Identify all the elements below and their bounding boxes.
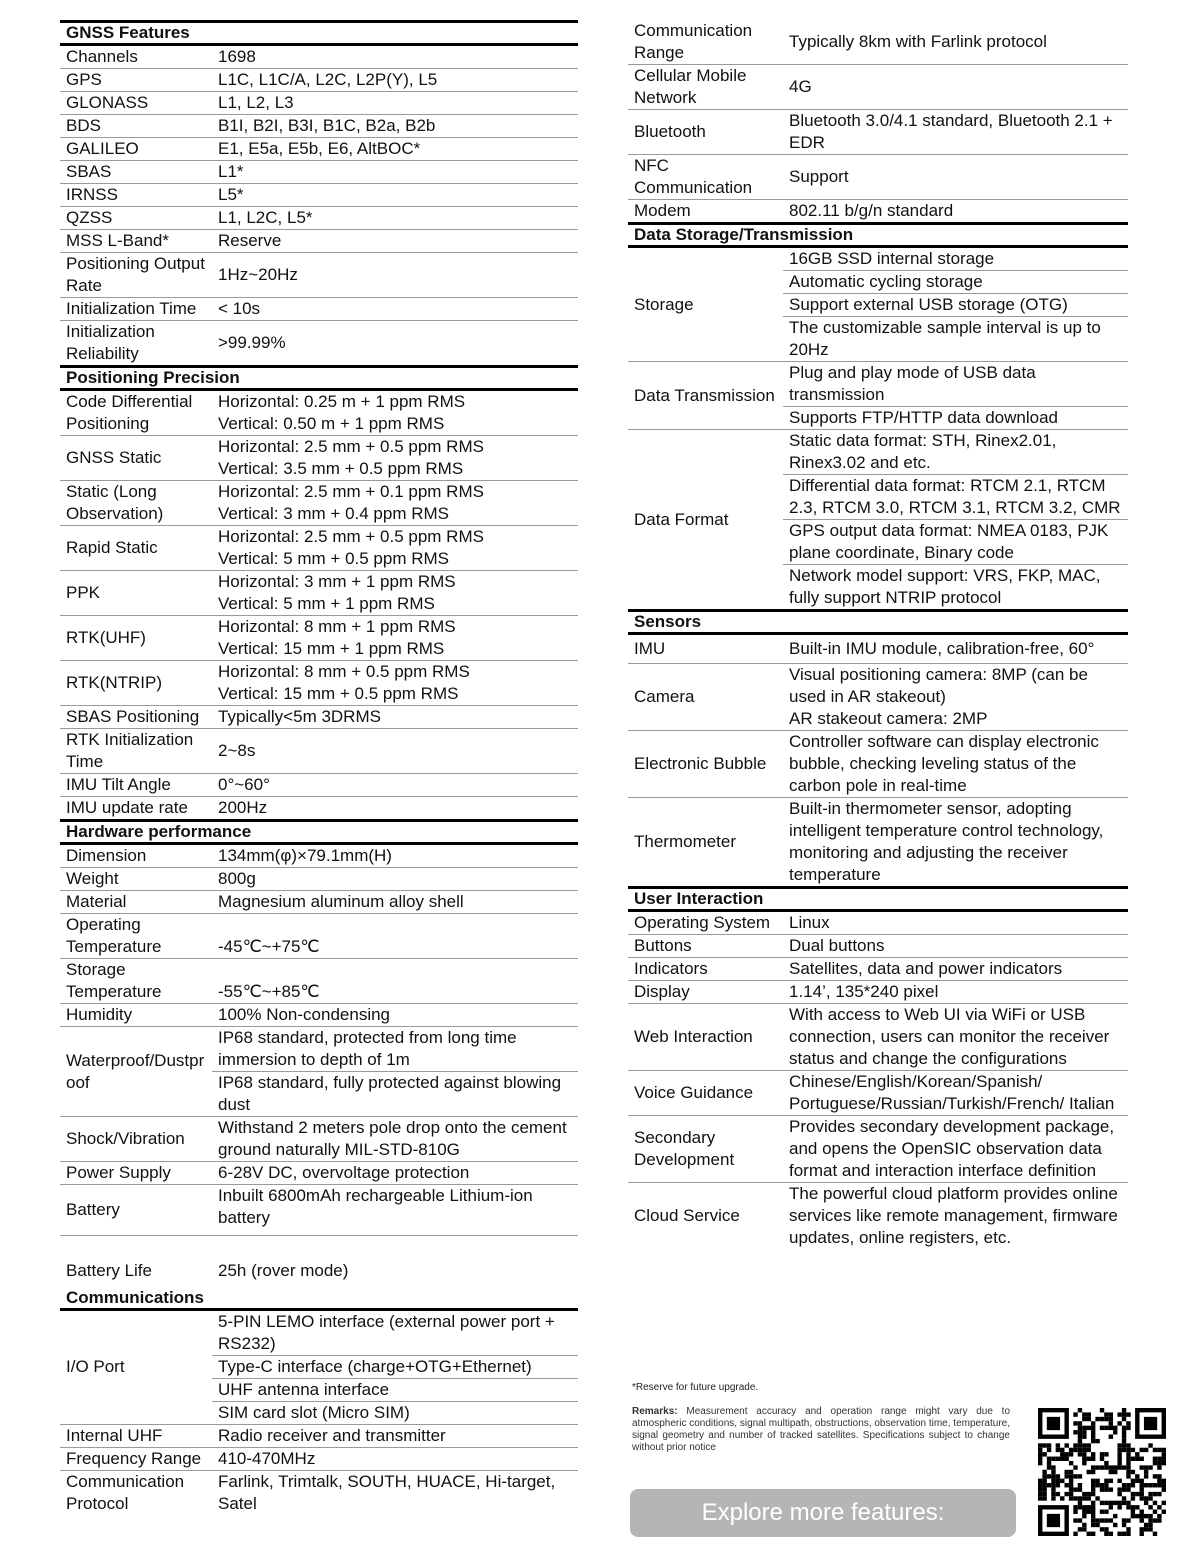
table-row: Material Magnesium aluminum alloy shell xyxy=(60,891,578,914)
table-row: Shock/Vibration Withstand 2 meters pole drop onto the cement ground naturally MIL-STD-810G xyxy=(60,1117,578,1162)
table-row: MSS L-Band* Reserve xyxy=(60,230,578,253)
table-row: Battery Inbuilt 6800mAh rechargeable Lithium-ion battery xyxy=(60,1185,578,1236)
table-row: Channels 1698 xyxy=(60,45,578,69)
qr-code-icon[interactable] xyxy=(1038,1408,1166,1536)
table-row: SBAS L1* xyxy=(60,161,578,184)
table-row: Display 1.14’, 135*240 pixel xyxy=(628,981,1128,1004)
table-row: Camera Visual positioning camera: 8MP (can be used in AR stakeout) AR stakeout camera: 2MP xyxy=(628,664,1128,731)
section-precision: Positioning Precision xyxy=(60,367,578,390)
table-row: Secondary Development Provides secondary development package, and opens the OpenSIC observation data format and interaction interface definition xyxy=(628,1116,1128,1183)
table-row: Data Format Static data format: STH, Rinex2.01, Rinex3.02 and etc. Differential data format: RTCM 2.1, RTCM 2.3, RTCM 3.0, RTCM 3.1, RTCM 3.2, CMR GPS output data format: NMEA 0183, PJK plane coordinate, Binary code Network model support: VRS, FKP, MAC, fully support NTRIP protocol xyxy=(628,430,1128,611)
table-row: QZSS L1, L2C, L5* xyxy=(60,207,578,230)
table-row: Modem 802.11 b/g/n standard xyxy=(634,201,954,220)
table-row: NFC Communication Support xyxy=(628,155,1128,200)
storage-subtable: 16GB SSD internal storage Automatic cycling storage Support external USB storage (OTG) The customizable sample interval is up to 20Hz xyxy=(783,248,1128,361)
table-row: Operating Temperature -45℃~+75℃ xyxy=(60,914,578,959)
table-row: Dimension 134mm(φ)×79.1mm(H) xyxy=(60,844,578,868)
table-row: I/O Port 5-PIN LEMO interface (external power port + RS232) Type-C interface (charge+OTG+Ethernet) UHF antenna interface SIM card slot (Micro SIM) xyxy=(60,1309,578,1424)
table-row: Power Supply 6-28V DC, overvoltage protection xyxy=(60,1162,578,1185)
table-row: GNSS Static Horizontal: 2.5 mm + 0.5 ppm RMS Vertical: 3.5 mm + 0.5 ppm RMS xyxy=(60,436,578,481)
table-row: RTK(NTRIP) Horizontal: 8 mm + 0.5 ppm RMS Vertical: 15 mm + 0.5 ppm RMS xyxy=(60,661,578,706)
table-row: Battery Life 25h (rover mode) xyxy=(66,1260,349,1280)
table-row: Cloud Service The powerful cloud platform provides online services like remote management, firmware updates, online registers, etc. xyxy=(634,1184,1118,1247)
table-row: Operating System Linux xyxy=(628,911,1128,935)
table-row: RTK Initialization Time 2~8s xyxy=(60,729,578,774)
footnote: *Reserve for future upgrade. xyxy=(632,1382,759,1393)
section-communications: Communications xyxy=(60,1288,578,1310)
table-row: Initialization Reliability >99.99% xyxy=(60,321,578,367)
spec-table-left xyxy=(60,20,578,1515)
table-row: Buttons Dual buttons xyxy=(628,935,1128,958)
table-row: BDS B1I, B2I, B3I, B1C, B2a, B2b xyxy=(60,115,578,138)
table-row: GLONASS L1, L2, L3 xyxy=(60,92,578,115)
section-user-interaction: User Interaction xyxy=(628,888,1128,911)
table-row: Storage Temperature -55℃~+85℃ xyxy=(60,959,578,1004)
transmission-subtable: Plug and play mode of USB data transmission Supports FTP/HTTP data download xyxy=(783,362,1128,429)
table-row: Positioning Output Rate 1Hz~20Hz xyxy=(60,253,578,298)
remarks: Remarks: Measurement accuracy and operation range might vary due to atmospheric conditions, signal multipath, obstructions, observation time, temperature, signal geometry and number of tracked satellites. Specifications subject to change without prior notice xyxy=(632,1406,1010,1453)
table-row: Electronic Bubble Controller software can display electronic bubble, checking leveling status of the carbon pole in real-time xyxy=(628,731,1128,798)
table-row: Bluetooth Bluetooth 3.0/4.1 standard, Bluetooth 2.1 + EDR xyxy=(628,110,1128,155)
table-row: Storage 16GB SSD internal storage Automatic cycling storage Support external USB storage (OTG) The customizable sample interval is up to 20Hz xyxy=(628,247,1128,362)
table-row: RTK(UHF) Horizontal: 8 mm + 1 ppm RMS Vertical: 15 mm + 1 ppm RMS xyxy=(60,616,578,661)
table-row: Communication Range Typically 8km with Farlink protocol xyxy=(628,20,1128,65)
waterproof-subtable: IP68 standard, protected from long time immersion to depth of 1m IP68 standard, fully protected against blowing dust xyxy=(212,1027,578,1116)
right-spec-column xyxy=(628,20,1128,1249)
table-row: Initialization Time < 10s xyxy=(60,298,578,321)
table-row: IMU Built-in IMU module, calibration-free, 60° xyxy=(628,634,1128,664)
explore-features-button[interactable]: Explore more features: xyxy=(630,1489,1016,1537)
table-row: GPS L1C, L1C/A, L2C, L2P(Y), L5 xyxy=(60,69,578,92)
table-row: Code Differential Positioning Horizontal: 0.25 m + 1 ppm RMS Vertical: 0.50 m + 1 ppm RMS xyxy=(60,390,578,436)
io-port-subtable: 5-PIN LEMO interface (external power port + RS232) Type-C interface (charge+OTG+Ethernet) UHF antenna interface SIM card slot (Micro SIM) xyxy=(212,1311,578,1424)
table-row: SBAS Positioning Typically<5m 3DRMS xyxy=(60,706,578,729)
table-row: Frequency Range 410-470MHz xyxy=(60,1447,578,1470)
table-row: Rapid Static Horizontal: 2.5 mm + 0.5 ppm RMS Vertical: 5 mm + 0.5 ppm RMS xyxy=(60,526,578,571)
table-row: Web Interaction With access to Web UI via WiFi or USB connection, users can monitor the receiver status and change the configurations xyxy=(628,1004,1128,1071)
table-row: PPK Horizontal: 3 mm + 1 ppm RMS Vertical: 5 mm + 1 ppm RMS xyxy=(60,571,578,616)
table-row: IMU Tilt Angle 0°~60° xyxy=(60,774,578,797)
data-format-subtable: Static data format: STH, Rinex2.01, Rinex3.02 and etc. Differential data format: RTCM 2.1, RTCM 2.3, RTCM 3.0, RTCM 3.1, RTCM 3.2, CMR GPS output data format: NMEA 0183, PJK plane coordinate, Binary code Network model support: VRS, FKP, MAC, fully support NTRIP protocol xyxy=(783,430,1128,609)
table-row: Cellular Mobile Network 4G xyxy=(628,65,1128,110)
section-hardware: Hardware performance xyxy=(60,821,578,844)
table-row: Waterproof/Dustproof IP68 standard, protected from long time immersion to depth of 1m IP68 standard, fully protected against blowing dust xyxy=(60,1027,578,1117)
table-row: Static (Long Observation) Horizontal: 2.5 mm + 0.1 ppm RMS Vertical: 3 mm + 0.4 ppm RMS xyxy=(60,481,578,526)
table-row: GALILEO E1, E5a, E5b, E6, AltBOC* xyxy=(60,138,578,161)
table-row: Humidity 100% Non-condensing xyxy=(60,1004,578,1027)
spec-table-right xyxy=(628,20,1128,1249)
left-spec-column xyxy=(60,20,578,1515)
table-row: Indicators Satellites, data and power indicators xyxy=(628,958,1128,981)
table-row: Communication Protocol Farlink, Trimtalk, SOUTH, HUACE, Hi-target, Satel xyxy=(66,1471,556,1513)
table-row: IRNSS L5* xyxy=(60,184,578,207)
table-row: Thermometer Built-in thermometer sensor, adopting intelligent temperature control technology, monitoring and adjusting the receiver temperature xyxy=(634,799,1104,884)
table-row: Internal UHF Radio receiver and transmitter xyxy=(60,1424,578,1447)
table-row: Weight 800g xyxy=(60,868,578,891)
section-gnss: GNSS Features xyxy=(60,22,578,45)
section-sensors: Sensors xyxy=(628,611,1128,634)
table-row: Voice Guidance Chinese/English/Korean/Spanish/ Portuguese/Russian/Turkish/French/ Italian xyxy=(628,1071,1128,1116)
table-row: IMU update rate 200Hz xyxy=(60,797,578,821)
section-data-storage: Data Storage/Transmission xyxy=(628,224,1128,247)
table-row: Data Transmission Plug and play mode of USB data transmission Supports FTP/HTTP data download xyxy=(628,362,1128,430)
